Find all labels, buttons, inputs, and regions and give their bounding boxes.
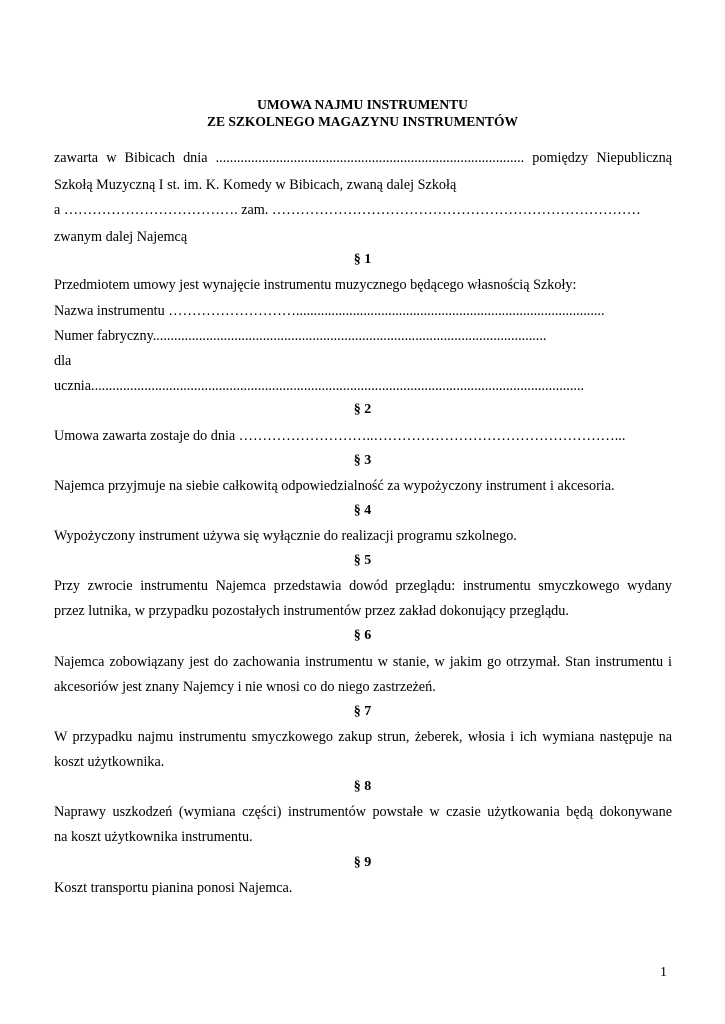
intro-line: zwanym dalej Najemcą: [54, 229, 188, 245]
section-mark: § 8: [353, 779, 372, 794]
intro-line: zawarta w Bibicach dnia ....................................................................................... pomiędzy Niepubliczną: [54, 150, 672, 166]
section-line: Naprawy uszkodzeń (wymiana części) instrumentów powstałe w czasie użytkowania będą dokonywane: [54, 804, 672, 820]
section-line: W przypadku najmu instrumentu smyczkowego zakup strun, żeberek, włosia i ich wymiana następuje na: [54, 729, 672, 745]
section-line: Wypożyczony instrument używa się wyłącznie do realizacji programu szkolnego.: [54, 528, 517, 544]
section-mark: § 9: [353, 855, 372, 870]
section-mark: § 3: [353, 453, 372, 468]
section-line: Najemca przyjmuje na siebie całkowitą odpowiedzialność za wypożyczony instrument i akcesoria.: [54, 478, 615, 494]
section-line: Koszt transportu pianina ponosi Najemca.: [54, 880, 293, 896]
section-line: ucznia...........................................................................................................................................: [54, 378, 585, 394]
intro-line: a ………………………………. zam. ……………………………………………………………………: [54, 202, 641, 218]
section-line: dla: [54, 353, 72, 369]
section-line: na koszt użytkownika instrumentu.: [54, 829, 253, 845]
section-line: Numer fabryczny...............................................................................................................: [54, 328, 547, 344]
section-line: Umowa zawarta zostaje do dnia ………………………..……………………………………………...: [54, 428, 626, 444]
section-mark: § 1: [353, 252, 372, 267]
section-line: Przy zwrocie instrumentu Najemca przedstawia dowód przeglądu: instrumentu smyczkowego wydany: [54, 578, 672, 594]
section-mark: § 2: [353, 402, 372, 417]
section-mark: § 6: [353, 628, 372, 643]
section-line: akcesoriów jest znany Najemcy i nie wnosi co do niego zastrzeżeń.: [54, 679, 436, 695]
section-mark: § 4: [353, 503, 372, 518]
section-line: przez lutnika, w przypadku pozostałych instrumentów przez zakład dokonujący przeglądu.: [54, 603, 569, 619]
section-mark: § 5: [353, 553, 372, 568]
document-title-line1: UMOWA NAJMU INSTRUMENTU: [257, 97, 468, 112]
section-mark: § 7: [353, 704, 372, 719]
section-line: koszt użytkownika.: [54, 754, 165, 770]
section-line: Nazwa instrumentu ……………………….......................................................................................: [54, 303, 605, 319]
document-title-line2: ZE SZKOLNEGO MAGAZYNU INSTRUMENTÓW: [207, 114, 518, 129]
intro-line: Szkołą Muzyczną I st. im. K. Komedy w Bibicach, zwaną dalej Szkołą: [54, 177, 457, 193]
page-number: 1: [660, 965, 667, 980]
section-line: Przedmiotem umowy jest wynajęcie instrumentu muzycznego będącego własnością Szkoły:: [54, 277, 577, 293]
section-line: Najemca zobowiązany jest do zachowania instrumentu w stanie, w jakim go otrzymał. Stan instrumentu i: [54, 654, 672, 670]
